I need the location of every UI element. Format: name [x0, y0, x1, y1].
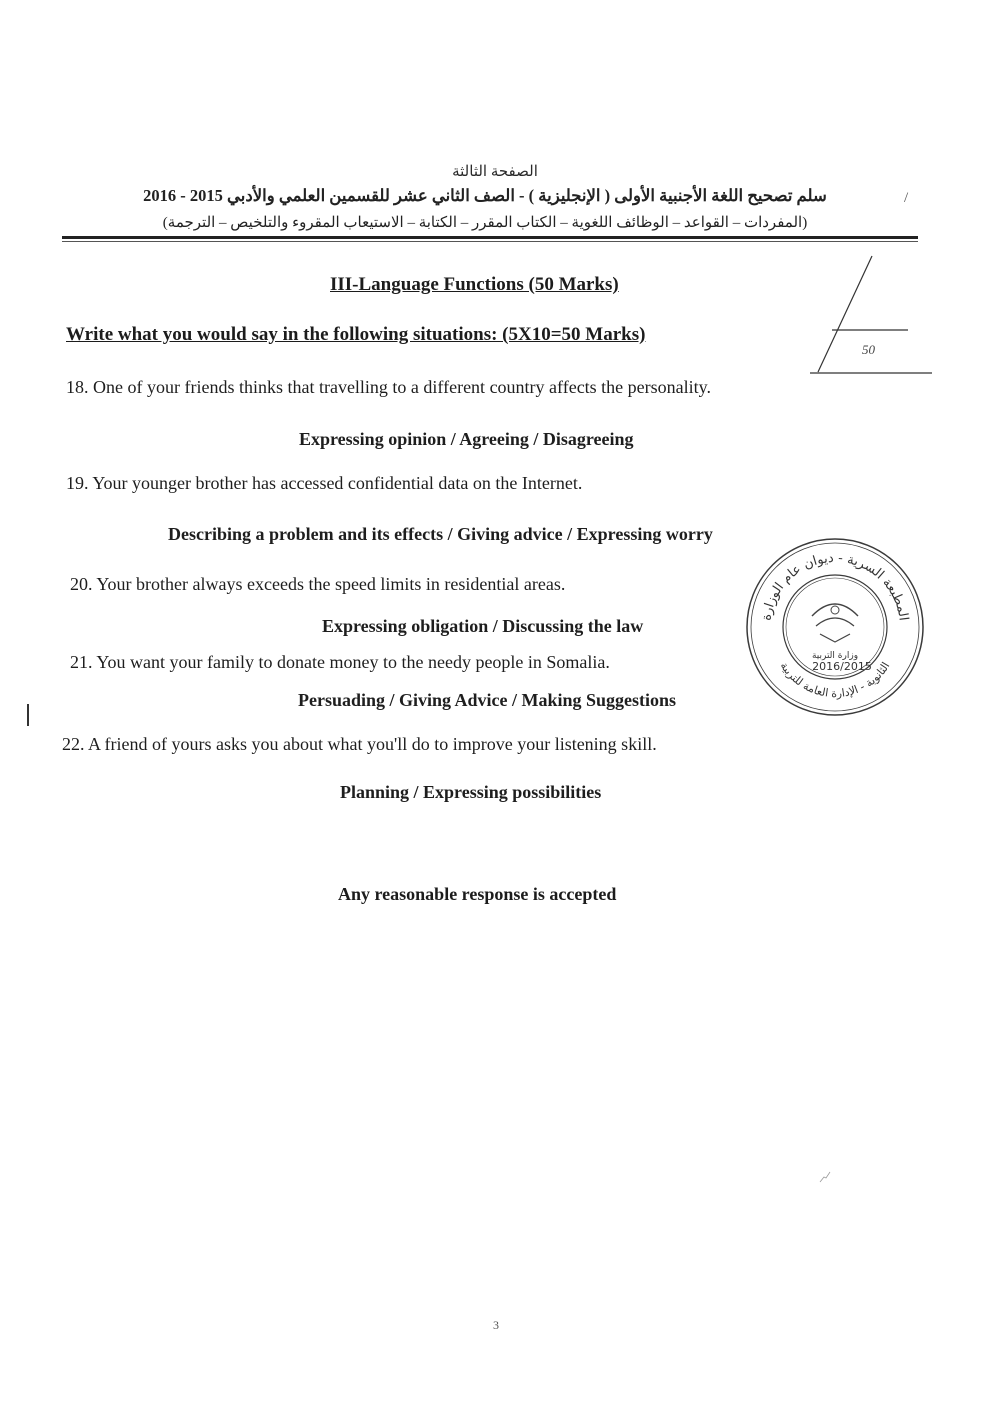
scan-speck: [818, 1170, 832, 1184]
page-number: 3: [493, 1318, 499, 1332]
stamp-outer-ring-inner: [751, 543, 919, 711]
question-22: 22. A friend of yours asks you about what you'll do to improve your listening skill.: [62, 734, 657, 754]
stamp-outer-text: المطبعة السرية - ديوان عام الوزارة: [759, 550, 911, 622]
score-value: 50: [862, 342, 875, 357]
header-topics-line: (المفردات – القواعد – الوظائف اللغوية – الكتاب المقرر – الكتابة – الاستيعاب المقروء والتلخيص – الترجمة): [162, 215, 808, 231]
stamp-center-text: وزارة التربية: [811, 651, 859, 661]
section-title: III-Language Functions (50 Marks): [330, 274, 619, 295]
margin-mark: [27, 704, 29, 726]
functions-19: Describing a problem and its effects / Giving advice / Expressing worry: [168, 524, 713, 544]
header-rule-thin: [62, 241, 918, 242]
header-exam-line: سلم تصحيح اللغة الأجنبية الأولى ( الإنجليزية ) - الصف الثاني عشر للقسمين العلمي والأدبي 2015 - 2016: [143, 186, 827, 205]
question-19: 19. Your younger brother has accessed confidential data on the Internet.: [66, 473, 583, 493]
functions-20: Expressing obligation / Discussing the law: [322, 616, 644, 636]
stamp-emblem-icon: [812, 604, 858, 642]
closing-note: Any reasonable response is accepted: [338, 884, 617, 904]
header-rule: [62, 236, 918, 239]
header-page-label: الصفحة الثالثة: [452, 164, 538, 180]
question-20: 20. Your brother always exceeds the speed limits in residential areas.: [70, 574, 566, 594]
question-21: 21. You want your family to donate money to the needy people in Somalia.: [70, 652, 610, 672]
functions-22: Planning / Expressing possibilities: [340, 782, 602, 802]
official-stamp: [742, 534, 928, 720]
functions-18: Expressing opinion / Agreeing / Disagreeing: [299, 429, 634, 449]
question-18: 18. One of your friends thinks that travelling to a different country affects the personality.: [66, 377, 711, 397]
section-instruction: Write what you would say in the following situations: (5X10=50 Marks): [66, 324, 646, 345]
score-box: [810, 252, 935, 382]
stamp-year: 2016/2015: [812, 660, 872, 673]
stamp-lower-text: الثانوية - الإدارة العامة للتربية: [777, 659, 893, 701]
header-corner-mark: /: [904, 190, 909, 206]
functions-21: Persuading / Giving Advice / Making Suggestions: [298, 690, 677, 710]
